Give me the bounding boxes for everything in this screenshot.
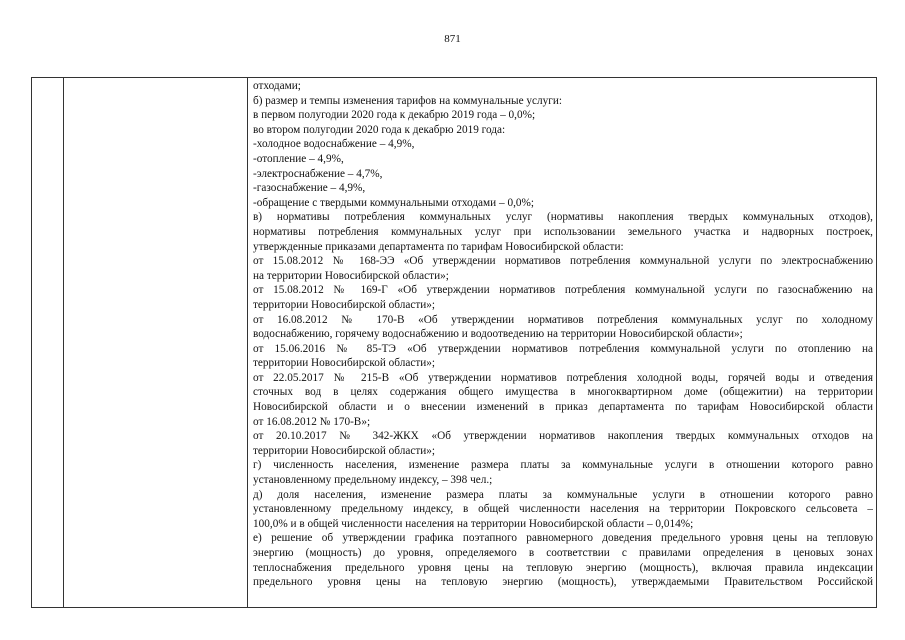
text-line: -отопление – 4,9%, bbox=[253, 152, 344, 165]
text-line: -холодное водоснабжение – 4,9%, bbox=[253, 138, 415, 151]
text-line: территории Новосибирской области»; bbox=[253, 298, 436, 311]
text-line: водоснабжению, горячему водоснабжению и водоотведению на территории Новосибирской области»; bbox=[253, 328, 743, 341]
text-line: установленному предельному индексу, в общей численности населения на территории Покровского сельсовета – bbox=[253, 503, 873, 516]
text-line: Новосибирской области и о внесении изменений в приказ департамента по тарифам Новосибирской области bbox=[253, 401, 873, 414]
text-line: от 16.08.2012 № 170-В»; bbox=[253, 415, 371, 428]
table-column-divider bbox=[247, 78, 248, 607]
text-line: от 22.05.2017 № 215-В «Об утверждении нормативов потребления холодной воды, горячей воды и отведения bbox=[253, 371, 873, 384]
table-text-cell bbox=[253, 79, 873, 590]
text-line: от 16.08.2012 № 170-В «Об утверждении нормативов потребления коммунальных услуг по холодному bbox=[253, 313, 873, 326]
text-line: от 15.08.2012 № 169-Г «Об утверждении нормативов потребления коммунальной услуги по газоснабжению на bbox=[253, 284, 873, 297]
text-line: отходами; bbox=[253, 80, 301, 92]
text-line: от 20.10.2017 № 342-ЖКХ «Об утверждении нормативов накопления твердых коммунальных отходов на bbox=[253, 430, 873, 443]
text-line: в) нормативы потребления коммунальных услуг (нормативы накопления твердых коммунальных отходов), bbox=[253, 211, 873, 224]
text-line: г) численность населения, изменение размера платы за коммунальные услуги в отношении которого равно bbox=[253, 459, 873, 472]
text-line: от 15.06.2016 № 85-ТЭ «Об утверждении нормативов потребления коммунальной услуги по отоплению на bbox=[253, 342, 873, 355]
text-line: во втором полугодии 2020 года к декабрю 2019 года: bbox=[253, 123, 506, 136]
text-line: территории Новосибирской области»; bbox=[253, 357, 436, 370]
text-line: нормативы потребления коммунальных услуг при использовании земельного участка и надворных построек, bbox=[253, 225, 873, 238]
text-line: установленному предельному индексу, – 398 чел.; bbox=[253, 474, 493, 487]
text-line: е) решение об утверждении графика поэтапного равномерного доведения предельного уровня цены на тепловую bbox=[253, 532, 873, 545]
text-line: теплоснабжения предельного уровня цены на тепловую энергию (мощность), включая правила индексации bbox=[253, 561, 873, 574]
text-line: -газоснабжение – 4,9%, bbox=[253, 182, 366, 195]
table-column-divider bbox=[63, 78, 64, 607]
text-line: утвержденные приказами департамента по тарифам Новосибирской области: bbox=[253, 240, 624, 253]
text-line: от 15.08.2012 № 168-ЭЭ «Об утверждении нормативов потребления коммунальной услуги по электроснабжению bbox=[253, 255, 873, 268]
text-line: д) доля населения, изменение размера платы за коммунальные услуги в отношении которого равно bbox=[253, 488, 873, 501]
text-line: предельного уровня цены на тепловую энергию (мощность), утверждаемыми Правительством Российской bbox=[253, 576, 873, 589]
page-number: 871 bbox=[444, 33, 461, 45]
text-line: -электроснабжение – 4,7%, bbox=[253, 167, 383, 180]
text-line: энергию (мощность) до уровня, определяемого в соответствии с правилами определения в ценовых зонах bbox=[253, 547, 873, 559]
text-line: сточных вод в целях содержания общего имущества в многоквартирном доме (общежитии) на территории bbox=[253, 386, 873, 399]
text-line: б) размер и темпы изменения тарифов на коммунальные услуги: bbox=[253, 94, 563, 107]
text-line: -обращение с твердыми коммунальными отходами – 0,0%; bbox=[253, 196, 535, 209]
text-line: в первом полугодии 2020 года к декабрю 2019 года – 0,0%; bbox=[253, 109, 536, 122]
document-table bbox=[31, 77, 877, 608]
text-line: 100,0% и в общей численности населения на территории Новосибирской области – 0,014%; bbox=[253, 517, 694, 530]
text-line: на территории Новосибирской области»; bbox=[253, 269, 449, 282]
text-line: территории Новосибирской области»; bbox=[253, 444, 436, 457]
